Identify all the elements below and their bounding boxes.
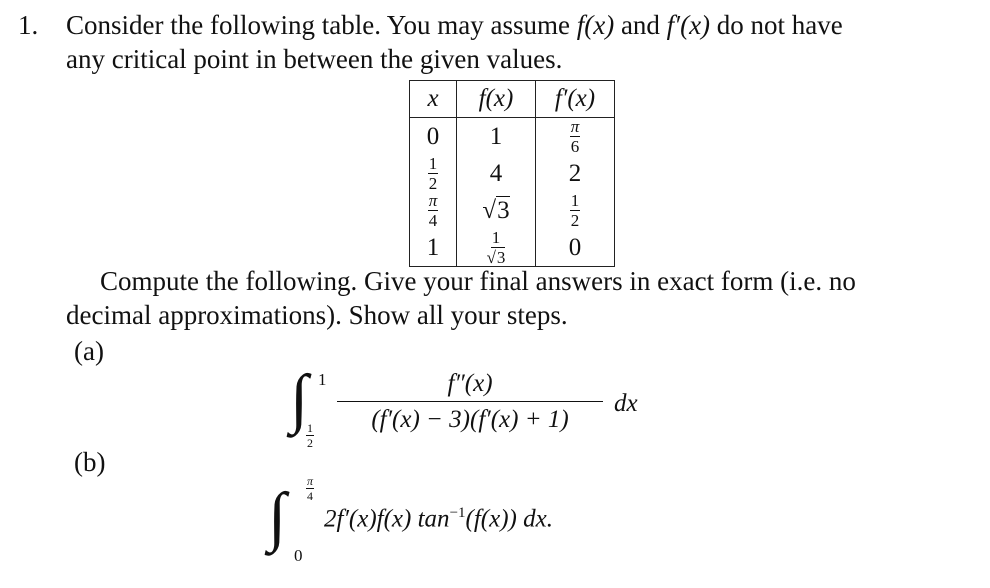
fraction [570,192,581,229]
fraction-denominator: 4 [307,489,313,503]
fraction-numerator: 1 [307,421,313,435]
fraction [487,229,506,266]
cell-f: 1 [457,118,536,156]
cell-f [457,192,536,229]
header-fprime: f′(x) [536,81,615,118]
part-b-upper-limit [306,475,314,502]
instructions-line2: decimal approximations). Show all your steps. [66,300,568,330]
table-row [410,155,615,192]
cell-fprime: 2 [536,155,615,192]
fraction-numerator: 1 [570,191,580,210]
table-row [410,192,615,229]
table-row [410,118,615,156]
part-b-integrand-end: (f(x)) dx. [465,505,553,533]
part-a-label: (a) [74,336,104,366]
intro-text: Consider the following table. You may assume [66,10,570,40]
and-word: and [620,10,660,40]
fraction-denominator [487,248,506,266]
table-header-row [410,81,615,118]
cell-x: 1 [410,229,457,267]
part-a-lower-limit [306,422,314,449]
fraction [570,118,581,155]
problem-intro-line2: any critical point in between the given values. [66,44,563,74]
part-a-differential: dx [614,390,638,417]
part-b-integrand [324,505,553,533]
values-table [409,80,615,267]
sqrt-expression: √3 [482,196,510,224]
intro-end: do not have [716,10,843,40]
fprime-of-x: f′(x) [666,10,711,40]
fraction-denominator: 6 [570,137,580,156]
problem-intro-line1 [66,12,843,39]
table-row [410,229,615,267]
cell-fprime [536,192,615,229]
fraction [428,155,439,192]
part-b-lower-limit: 0 [294,546,303,565]
part-a-integrand-fraction [337,370,603,434]
fraction-numerator: 1 [491,228,501,247]
cell-x [410,155,457,192]
fraction-numerator: π [307,474,314,488]
f-of-x: f(x) [576,10,615,40]
fraction-denominator: 2 [570,211,580,230]
integral-sign-b: ∫ [268,480,287,553]
part-a-numerator: f″(x) [337,370,603,402]
fraction [428,192,439,229]
part-a-upper-limit: 1 [318,370,327,389]
fraction-numerator: π [428,191,438,210]
cell-f [457,229,536,267]
header-x: x [410,81,457,118]
cell-f: 4 [457,155,536,192]
part-b-exponent: −1 [449,505,466,521]
fraction-denominator: 2 [307,436,313,450]
instructions-line1: Compute the following. Give your final answers in exact form (i.e. no [100,266,856,296]
part-b-integrand-start: 2f′(x)f(x) tan [324,505,450,533]
fraction-numerator: 1 [428,154,438,173]
cell-fprime: 0 [536,229,615,267]
problem-number: 1. [18,10,39,40]
part-b-label: (b) [74,447,106,477]
cell-x: 0 [410,118,457,156]
cell-fprime [536,118,615,156]
cell-x [410,192,457,229]
sqrt-expression: √3 [486,248,506,267]
fraction [306,475,314,502]
sqrt-radicand: 3 [496,248,506,267]
integral-sign-a: ∫ [290,362,309,435]
fraction-denominator: 4 [428,211,438,230]
sqrt-radicand: 3 [497,196,510,224]
fraction-denominator: 2 [428,174,438,193]
part-a-denominator: (f′(x) − 3)(f′(x) + 1) [371,406,569,433]
header-f: f(x) [457,81,536,118]
fraction-numerator: π [570,117,580,136]
fraction [306,422,314,449]
